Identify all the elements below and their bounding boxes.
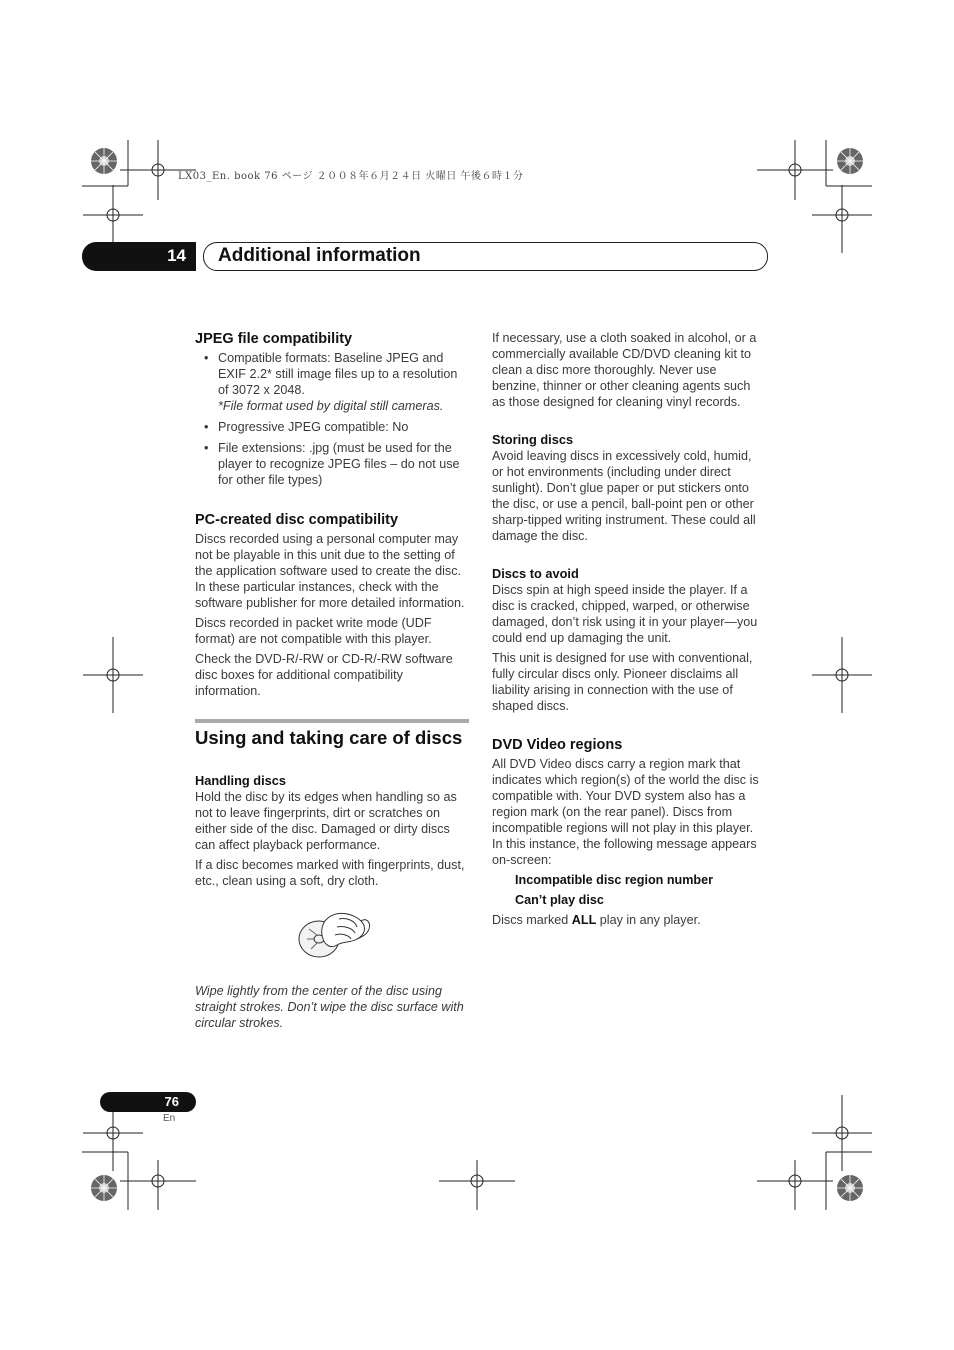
- jpeg-list: [195, 350, 469, 488]
- chapter-header: [82, 242, 768, 271]
- regions-all-post: play in any player.: [596, 913, 701, 927]
- handling-heading: Handling discs: [195, 773, 287, 788]
- chapter-title: Additional information: [218, 245, 421, 266]
- pc-created-heading: PC-created disc compatibility: [195, 512, 399, 528]
- handling-paragraph: Hold the disc by its edges when handling so as not to leave fingerprints, dirt or scratches on either side of the disc. Damaged or dirty discs can affect playback performance.: [195, 790, 457, 852]
- regions-paragraph: All DVD Video discs carry a region mark that indicates which region(s) of the world the disc is compatible with. Your DVD system also has a region mark (on the rear panel). Discs from incompatible regions will not play in this player. In this instance, the following message appears on-screen:: [492, 757, 759, 867]
- list-item: • Progressive JPEG compatible: No: [195, 419, 469, 435]
- pc-created-paragraph: Discs recorded in packet write mode (UDF format) are not compatible with this player.: [195, 616, 432, 646]
- jpeg-formats-note: *File format used by digital still cameras.: [218, 399, 444, 413]
- avoid-paragraph: Discs spin at high speed inside the player. If a disc is cracked, chipped, warped, or otherwise damaged, don’t risk using it in your player—you could end up damaging the unit.: [492, 583, 758, 645]
- onscreen-message: Can’t play disc: [515, 893, 604, 907]
- left-column: [195, 330, 469, 1035]
- handling-paragraph: If a disc becomes marked with fingerprints, dust, etc., clean using a soft, dry cloth.: [195, 858, 465, 888]
- page-number: 76: [164, 1094, 179, 1109]
- avoid-heading: Discs to avoid: [492, 566, 579, 581]
- regions-heading: DVD Video regions: [492, 737, 623, 753]
- section-title: Using and taking care of discs: [195, 727, 463, 748]
- list-item: • File extensions: .jpg (must be used for the player to recognize JPEG files – do not use for other file types): [195, 440, 469, 488]
- avoid-paragraph: This unit is designed for use with conventional, fully circular discs only. Pioneer disclaims all liability arising in connection with the use of shaped discs.: [492, 651, 753, 713]
- list-item: [195, 350, 469, 414]
- right-column: [492, 330, 766, 932]
- chapter-number: 14: [167, 246, 186, 265]
- regions-all-mark: ALL: [571, 913, 597, 927]
- illustration-caption: Wipe lightly from the center of the disc using straight strokes. Don’t wipe the disc surface with circular strokes.: [195, 984, 464, 1030]
- page-language: En: [163, 1113, 176, 1124]
- cleaning-paragraph: If necessary, use a cloth soaked in alcohol, or a commercially available CD/DVD cleaning kit to clean a disc more thoroughly. Never use benzine, thinner or other cleaning agents such as those designed for cleaning vinyl records.: [492, 331, 757, 409]
- regions-all-paragraph: [492, 912, 766, 928]
- jpeg-heading: JPEG file compatibility: [195, 331, 353, 347]
- disc-wiping-illustration: [295, 905, 375, 967]
- page-number-tab: [100, 1092, 196, 1112]
- pc-created-paragraph: Discs recorded using a personal computer may not be playable in this unit due to the setting of the application software used to create the disc. In these particular instances, check with the software publisher for more detailed information.: [195, 532, 465, 610]
- section-divider: [195, 719, 469, 723]
- pc-created-paragraph: Check the DVD-R/-RW or CD-R/-RW software disc boxes for additional compatibility information.: [195, 652, 453, 698]
- chapter-title-box: [203, 242, 768, 271]
- onscreen-message: Incompatible disc region number: [515, 873, 714, 887]
- regions-all-pre: Discs marked: [492, 913, 572, 927]
- chapter-tab: [82, 242, 196, 271]
- storing-heading: Storing discs: [492, 432, 574, 447]
- print-header: LX03_En. book 76 ページ ２００８年６月２４日 火曜日 午後６時１分: [178, 171, 524, 182]
- jpeg-formats: Compatible formats: Baseline JPEG and EXIF 2.2* still image files up to a resolution of 3072 x 2048.: [218, 351, 458, 397]
- storing-paragraph: Avoid leaving discs in excessively cold, humid, or hot environments (including under direct sunlight). Don’t glue paper or put stickers onto the disc, or use a pencil, ball-point pen or other sharp-tipped writing instrument. These could all damage the disc.: [492, 449, 756, 543]
